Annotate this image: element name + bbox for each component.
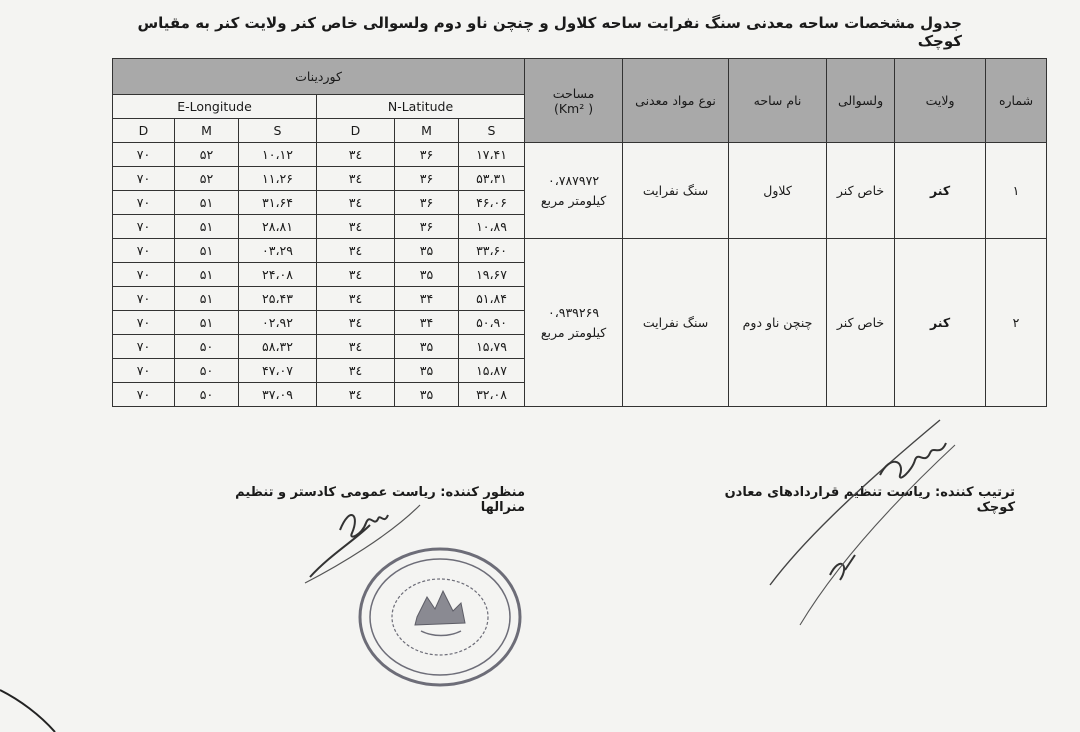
lat-m-header: M bbox=[395, 119, 459, 143]
lon-m-cell: ۵۰ bbox=[175, 359, 239, 383]
lat-m-cell: ۳۵ bbox=[395, 263, 459, 287]
lon-d-cell: ۷۰ bbox=[113, 143, 175, 167]
lat-d-cell: ۳٤ bbox=[317, 215, 395, 239]
mining-sites-table bbox=[112, 58, 1047, 407]
lon-s-cell: ۰۲،۹۲ bbox=[239, 311, 317, 335]
lon-m-cell: ۵۲ bbox=[175, 143, 239, 167]
lat-d-cell: ۳٤ bbox=[317, 167, 395, 191]
lat-d-cell: ۳٤ bbox=[317, 191, 395, 215]
preparer-label: ترتیب کننده: ریاست تنظیم قراردادهای معادن کوچک bbox=[724, 485, 1015, 515]
lat-m-cell: ۳۵ bbox=[395, 383, 459, 407]
lon-m-cell: ۵۱ bbox=[175, 239, 239, 263]
province-cell: کنر bbox=[895, 143, 986, 239]
lon-s-cell: ۳۷،۰۹ bbox=[239, 383, 317, 407]
lat-d-cell: ۳٤ bbox=[317, 239, 395, 263]
lon-m-header: M bbox=[175, 119, 239, 143]
lon-d-cell: ۷۰ bbox=[113, 383, 175, 407]
lat-s-cell: ۱۰،۸۹ bbox=[459, 215, 525, 239]
lon-m-cell: ۵۱ bbox=[175, 191, 239, 215]
province-cell: کنر bbox=[895, 239, 986, 407]
lat-m-cell: ۳۵ bbox=[395, 335, 459, 359]
lon-d-cell: ۷۰ bbox=[113, 263, 175, 287]
lon-m-cell: ۵۱ bbox=[175, 311, 239, 335]
longitude-header: E-Longitude bbox=[113, 95, 317, 119]
site-cell: کلاول bbox=[729, 143, 827, 239]
lon-d-cell: ۷۰ bbox=[113, 191, 175, 215]
lat-s-header: S bbox=[459, 119, 525, 143]
lat-s-cell: ۱۵،۸۷ bbox=[459, 359, 525, 383]
area-header bbox=[525, 59, 623, 143]
area-value: ۰،۷۸۷۹۷۲ bbox=[548, 172, 600, 188]
mineral-cell: سنگ نفرایت bbox=[623, 143, 729, 239]
lat-m-cell: ۳۵ bbox=[395, 239, 459, 263]
lon-d-header: D bbox=[113, 119, 175, 143]
number-cell: ۲ bbox=[986, 239, 1047, 407]
lon-m-cell: ۵۱ bbox=[175, 263, 239, 287]
lat-s-cell: ۱۹،۶۷ bbox=[459, 263, 525, 287]
latitude-header: N-Latitude bbox=[317, 95, 525, 119]
province-header: ولایت bbox=[895, 59, 986, 143]
lat-s-cell: ۵۱،۸۴ bbox=[459, 287, 525, 311]
area-header-unit: (Km² ) bbox=[553, 100, 594, 116]
area-unit: کیلومتر مربع bbox=[540, 324, 607, 340]
lat-d-cell: ۳٤ bbox=[317, 311, 395, 335]
area-cell bbox=[525, 143, 623, 239]
coordinates-header: کوردینات bbox=[113, 59, 525, 95]
area-header-label: مساحت bbox=[552, 85, 595, 101]
lat-d-cell: ۳٤ bbox=[317, 335, 395, 359]
lon-s-cell: ۰۳،۲۹ bbox=[239, 239, 317, 263]
lat-s-cell: ۵۳،۳۱ bbox=[459, 167, 525, 191]
lat-m-cell: ۳۴ bbox=[395, 311, 459, 335]
lon-s-cell: ۲۵،۴۳ bbox=[239, 287, 317, 311]
lon-d-cell: ۷۰ bbox=[113, 167, 175, 191]
lon-s-cell: ۴۷،۰۷ bbox=[239, 359, 317, 383]
page-edge bbox=[0, 680, 60, 732]
district-cell: خاص کنر bbox=[827, 143, 895, 239]
number-header: شماره bbox=[986, 59, 1047, 143]
lat-m-cell: ۳۶ bbox=[395, 215, 459, 239]
lon-d-cell: ۷۰ bbox=[113, 311, 175, 335]
site-cell: چنچن ناو دوم bbox=[729, 239, 827, 407]
lat-m-cell: ۳۵ bbox=[395, 359, 459, 383]
lat-d-cell: ۳٤ bbox=[317, 263, 395, 287]
lon-s-cell: ۵۸،۳۲ bbox=[239, 335, 317, 359]
preparer-signature bbox=[740, 405, 980, 635]
lat-d-cell: ۳٤ bbox=[317, 143, 395, 167]
area-value: ۰،۹۳۹۲۶۹ bbox=[548, 304, 600, 320]
lat-m-cell: ۳۶ bbox=[395, 167, 459, 191]
number-cell: ۱ bbox=[986, 143, 1047, 239]
lon-s-header: S bbox=[239, 119, 317, 143]
lat-d-cell: ۳٤ bbox=[317, 383, 395, 407]
official-stamp bbox=[355, 545, 525, 690]
lat-s-cell: ۵۰،۹۰ bbox=[459, 311, 525, 335]
lat-s-cell: ۱۵،۷۹ bbox=[459, 335, 525, 359]
lon-d-cell: ۷۰ bbox=[113, 359, 175, 383]
lat-d-cell: ۳٤ bbox=[317, 359, 395, 383]
lon-s-cell: ۱۰،۱۲ bbox=[239, 143, 317, 167]
lat-s-cell: ۳۳،۶۰ bbox=[459, 239, 525, 263]
lon-s-cell: ۳۱،۶۴ bbox=[239, 191, 317, 215]
lon-m-cell: ۵۰ bbox=[175, 383, 239, 407]
mineral-type-header: نوع مواد معدنی bbox=[623, 59, 729, 143]
table-row bbox=[113, 143, 1047, 167]
lon-d-cell: ۷۰ bbox=[113, 335, 175, 359]
area-cell bbox=[525, 239, 623, 407]
lon-m-cell: ۵۱ bbox=[175, 215, 239, 239]
lat-d-cell: ۳٤ bbox=[317, 287, 395, 311]
lat-d-header: D bbox=[317, 119, 395, 143]
lon-m-cell: ۵۱ bbox=[175, 287, 239, 311]
site-name-header: نام ساحه bbox=[729, 59, 827, 143]
area-unit: کیلومتر مربع bbox=[540, 192, 607, 208]
lon-d-cell: ۷۰ bbox=[113, 215, 175, 239]
lat-m-cell: ۳۶ bbox=[395, 143, 459, 167]
lon-m-cell: ۵۰ bbox=[175, 335, 239, 359]
district-cell: خاص کنر bbox=[827, 239, 895, 407]
lat-m-cell: ۳۴ bbox=[395, 287, 459, 311]
lon-s-cell: ۲۸،۸۱ bbox=[239, 215, 317, 239]
lat-m-cell: ۳۶ bbox=[395, 191, 459, 215]
table-row bbox=[113, 239, 1047, 263]
approver-label: منظور کننده: ریاست عمومی کادستر و تنظیم منرالها bbox=[235, 485, 525, 515]
lat-s-cell: ۱۷،۴۱ bbox=[459, 143, 525, 167]
lat-s-cell: ۴۶،۰۶ bbox=[459, 191, 525, 215]
document-title: جدول مشخصات ساحه معدنی سنگ نفرایت ساحه کلاول و چنچن ناو دوم ولسوالی خاص کنر ولایت کنر به مقیاس کوچک bbox=[137, 14, 962, 50]
district-header: ولسوالی bbox=[827, 59, 895, 143]
lon-s-cell: ۱۱،۲۶ bbox=[239, 167, 317, 191]
lon-d-cell: ۷۰ bbox=[113, 239, 175, 263]
lon-d-cell: ۷۰ bbox=[113, 287, 175, 311]
mineral-cell: سنگ نفرایت bbox=[623, 239, 729, 407]
lat-s-cell: ۳۲،۰۸ bbox=[459, 383, 525, 407]
lon-m-cell: ۵۲ bbox=[175, 167, 239, 191]
lon-s-cell: ۲۴،۰۸ bbox=[239, 263, 317, 287]
